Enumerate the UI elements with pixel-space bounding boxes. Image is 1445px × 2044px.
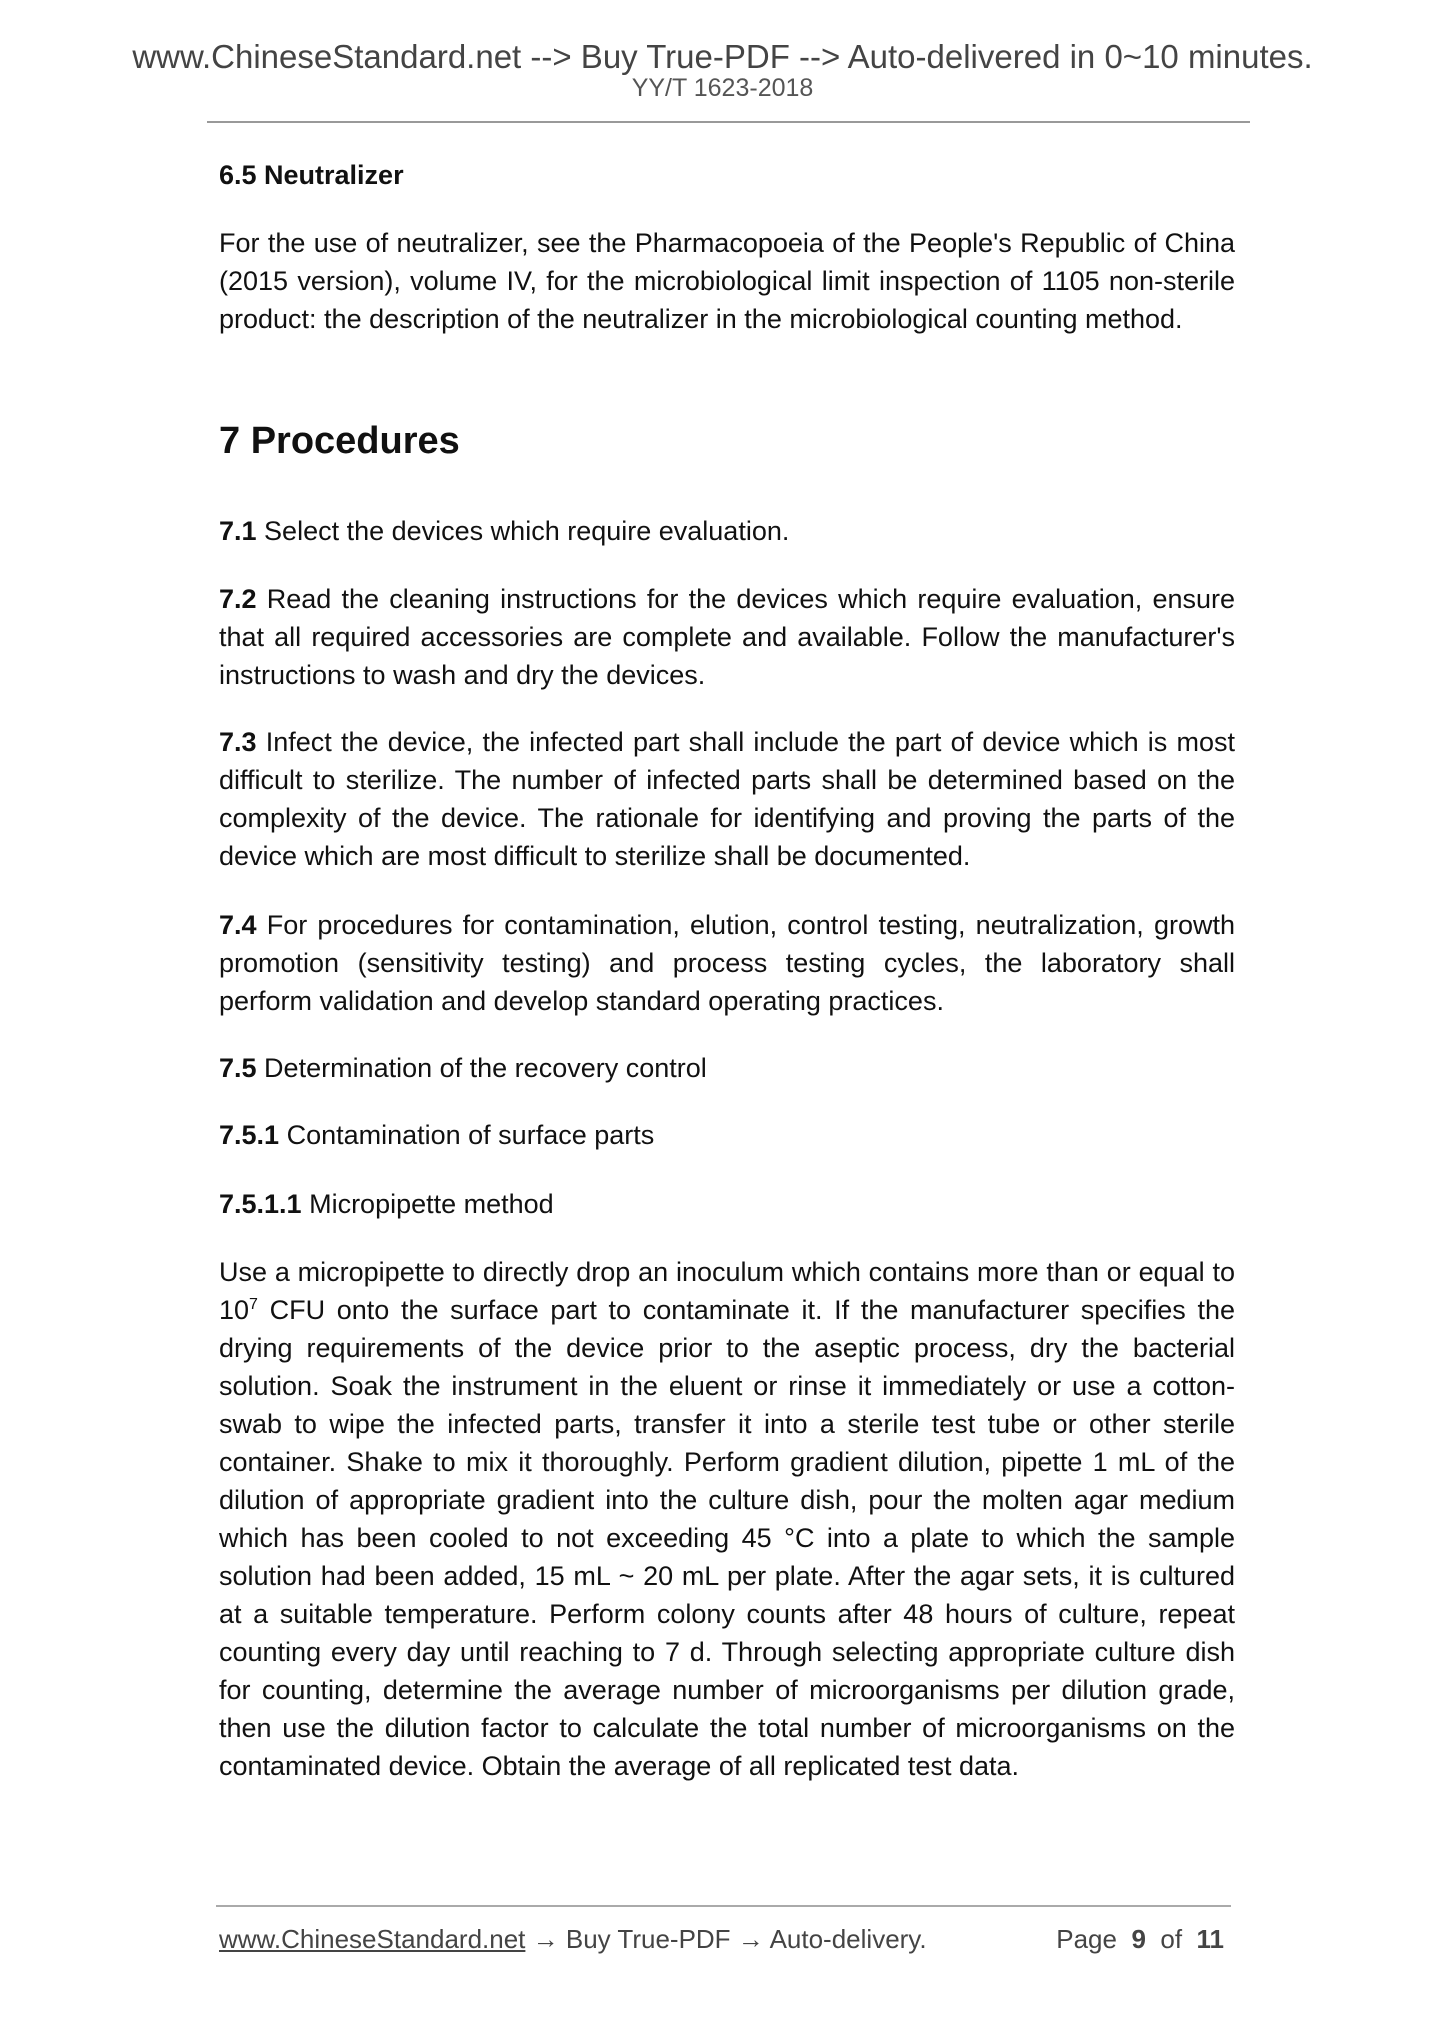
para-text-start: Use a micropipette to directly drop an inoculum which contains more than or equal to 10 bbox=[219, 1257, 1235, 1325]
clause-text: Read the cleaning instructions for the devices which require evaluation, ensure that all required accessories are complete and available. Follow the manufacturer's instructions to wash and dry the devices. bbox=[219, 584, 1235, 690]
clause-text: Select the devices which require evaluation. bbox=[256, 516, 790, 546]
para-text-rest: CFU onto the surface part to contaminate it. If the manufacturer specifies the drying requirements of the device prior to the aseptic process, dry the bacterial solution. Soak the instrument in the eluent or rinse it immediately or use a cotton-swab to wipe the infected parts, transfer it into a sterile test tube or other sterile container. Shake to mix it thoroughly. Perform gradient dilution, pipette 1 mL of the dilution of appropriate gradient into the culture dish, pour the molten agar medium which has been cooled to not exceeding 45 °C into a plate to which the sample solution had been added, 15 mL ~ 20 mL per plate. After the agar sets, it is cultured at a suitable temperature. Perform colony counts after 48 hours of culture, repeat counting every day until reaching to 7 d. Through selecting appropriate culture dish for counting, determine the average number of microorganisms per dilution grade, then use the dilution factor to calculate the total number of microorganisms on the contaminated device. Obtain the average of all replicated test data. bbox=[219, 1295, 1235, 1781]
section-7-title: 7 Procedures bbox=[219, 420, 460, 462]
clause-number: 7.3 bbox=[219, 727, 257, 757]
footer-left bbox=[219, 1924, 927, 1955]
header-banner: www.ChineseStandard.net --> Buy True-PDF --> Auto-delivered in 0~10 minutes. bbox=[132, 38, 1313, 75]
clause-7-5 bbox=[219, 1049, 1235, 1087]
clause-7-4 bbox=[219, 906, 1235, 1020]
footer bbox=[219, 1924, 1224, 1955]
section-6-5-text: For the use of neutralizer, see the Pharmacopoeia of the People's Republic of China (2015 version), volume IV, for the microbiological limit inspection of 1105 non-sterile product: the description of the neutralizer in the microbiological counting method. bbox=[219, 228, 1235, 334]
micropipette-method-text bbox=[219, 1253, 1235, 1785]
clause-text: Infect the device, the infected part shall include the part of device which is most difficult to sterilize. The number of infected parts shall be determined based on the complexity of the device. The rationale for identifying and proving the parts of the device which are most difficult to sterilize shall be documented. bbox=[219, 727, 1235, 871]
footer-divider bbox=[216, 1905, 1231, 1907]
page-label: Page bbox=[1056, 1924, 1117, 1954]
clause-number: 7.5 bbox=[219, 1053, 257, 1083]
clause-text: Contamination of surface parts bbox=[279, 1120, 655, 1150]
clause-7-2 bbox=[219, 580, 1235, 694]
clause-text: Micropipette method bbox=[301, 1189, 554, 1219]
exponent: 7 bbox=[249, 1296, 258, 1313]
clause-7-3 bbox=[219, 723, 1235, 875]
clause-number: 7.1 bbox=[219, 516, 257, 546]
clause-7-5-1 bbox=[219, 1116, 1235, 1154]
footer-text: → Buy True-PDF → Auto-delivery. bbox=[525, 1924, 927, 1954]
of-label: of bbox=[1160, 1924, 1183, 1954]
page-number: 9 bbox=[1131, 1924, 1146, 1954]
clause-number: 7.4 bbox=[219, 910, 257, 940]
clause-number: 7.2 bbox=[219, 584, 257, 614]
clause-text: For procedures for contamination, elution, control testing, neutralization, growth promotion (sensitivity testing) and process testing cycles, the laboratory shall perform validation and develop standard operating practices. bbox=[219, 910, 1235, 1016]
clause-number: 7.5.1.1 bbox=[219, 1189, 302, 1219]
clause-number: 7.5.1 bbox=[219, 1120, 280, 1150]
clause-7-5-1-1 bbox=[219, 1185, 1235, 1223]
header-divider bbox=[207, 121, 1250, 123]
page-total: 11 bbox=[1196, 1924, 1224, 1954]
clause-7-1 bbox=[219, 512, 1235, 550]
section-6-5-title: 6.5 Neutralizer bbox=[219, 160, 404, 190]
page-indicator bbox=[1056, 1924, 1224, 1955]
clause-text: Determination of the recovery control bbox=[256, 1053, 707, 1083]
footer-link[interactable]: www.ChineseStandard.net bbox=[219, 1924, 526, 1954]
standard-number: YY/T 1623-2018 bbox=[631, 74, 814, 102]
